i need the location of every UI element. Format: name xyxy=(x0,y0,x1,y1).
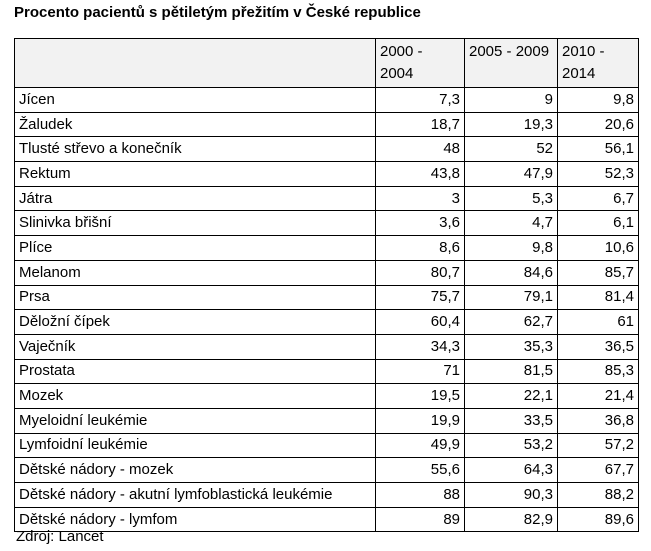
value-cell: 62,7 xyxy=(465,310,558,335)
table-row xyxy=(15,137,639,162)
column-header: 2005 - 2009 xyxy=(465,39,558,88)
value-cell: 36,8 xyxy=(558,408,639,433)
column-header: 2000 - 2004 xyxy=(376,39,465,88)
value-cell: 18,7 xyxy=(376,112,465,137)
table-row xyxy=(15,408,639,433)
row-label: Prostata xyxy=(15,359,376,384)
row-label: Rektum xyxy=(15,162,376,187)
value-cell: 71 xyxy=(376,359,465,384)
column-header: 2010 - 2014 xyxy=(558,39,639,88)
value-cell: 89 xyxy=(376,507,465,532)
value-cell: 89,6 xyxy=(558,507,639,532)
header-cell-empty xyxy=(15,39,376,88)
table-row xyxy=(15,483,639,508)
row-label: Jícen xyxy=(15,88,376,113)
value-cell: 75,7 xyxy=(376,285,465,310)
table-row xyxy=(15,112,639,137)
table-row xyxy=(15,285,639,310)
table-header-row xyxy=(15,39,639,88)
value-cell: 48 xyxy=(376,137,465,162)
value-cell: 10,6 xyxy=(558,236,639,261)
row-label: Prsa xyxy=(15,285,376,310)
value-cell: 56,1 xyxy=(558,137,639,162)
value-cell: 88,2 xyxy=(558,483,639,508)
value-cell: 19,3 xyxy=(465,112,558,137)
row-label: Tlusté střevo a konečník xyxy=(15,137,376,162)
value-cell: 57,2 xyxy=(558,433,639,458)
row-label: Slinivka břišní xyxy=(15,211,376,236)
row-label: Vaječník xyxy=(15,334,376,359)
value-cell: 55,6 xyxy=(376,458,465,483)
value-cell: 84,6 xyxy=(465,260,558,285)
value-cell: 3 xyxy=(376,186,465,211)
value-cell: 85,3 xyxy=(558,359,639,384)
value-cell: 53,2 xyxy=(465,433,558,458)
value-cell: 81,5 xyxy=(465,359,558,384)
value-cell: 43,8 xyxy=(376,162,465,187)
value-cell: 35,3 xyxy=(465,334,558,359)
value-cell: 34,3 xyxy=(376,334,465,359)
table-row xyxy=(15,310,639,335)
row-label: Lymfoidní leukémie xyxy=(15,433,376,458)
row-label: Dětské nádory - lymfom xyxy=(15,507,376,532)
value-cell: 6,1 xyxy=(558,211,639,236)
table-row xyxy=(15,260,639,285)
value-cell: 8,6 xyxy=(376,236,465,261)
row-label: Dětské nádory - akutní lymfoblastická leukémie xyxy=(15,483,376,508)
value-cell: 9,8 xyxy=(465,236,558,261)
table-row xyxy=(15,186,639,211)
value-cell: 9,8 xyxy=(558,88,639,113)
value-cell: 64,3 xyxy=(465,458,558,483)
value-cell: 60,4 xyxy=(376,310,465,335)
value-cell: 82,9 xyxy=(465,507,558,532)
value-cell: 20,6 xyxy=(558,112,639,137)
table-row xyxy=(15,334,639,359)
value-cell: 49,9 xyxy=(376,433,465,458)
survival-table xyxy=(14,38,639,532)
table-row xyxy=(15,162,639,187)
value-cell: 21,4 xyxy=(558,384,639,409)
value-cell: 7,3 xyxy=(376,88,465,113)
row-label: Plíce xyxy=(15,236,376,261)
table-row xyxy=(15,236,639,261)
table-row xyxy=(15,211,639,236)
row-label: Melanom xyxy=(15,260,376,285)
value-cell: 33,5 xyxy=(465,408,558,433)
value-cell: 19,5 xyxy=(376,384,465,409)
value-cell: 88 xyxy=(376,483,465,508)
table-row xyxy=(15,458,639,483)
row-label: Dětské nádory - mozek xyxy=(15,458,376,483)
value-cell: 3,6 xyxy=(376,211,465,236)
table-row xyxy=(15,359,639,384)
value-cell: 9 xyxy=(465,88,558,113)
table-row xyxy=(15,88,639,113)
value-cell: 81,4 xyxy=(558,285,639,310)
table-row xyxy=(15,433,639,458)
table-row xyxy=(15,384,639,409)
row-label: Játra xyxy=(15,186,376,211)
row-label: Děložní čípek xyxy=(15,310,376,335)
row-label: Žaludek xyxy=(15,112,376,137)
value-cell: 6,7 xyxy=(558,186,639,211)
row-label: Mozek xyxy=(15,384,376,409)
row-label: Myeloidní leukémie xyxy=(15,408,376,433)
value-cell: 80,7 xyxy=(376,260,465,285)
value-cell: 36,5 xyxy=(558,334,639,359)
value-cell: 52 xyxy=(465,137,558,162)
value-cell: 85,7 xyxy=(558,260,639,285)
value-cell: 47,9 xyxy=(465,162,558,187)
value-cell: 5,3 xyxy=(465,186,558,211)
value-cell: 19,9 xyxy=(376,408,465,433)
table-row xyxy=(15,507,639,532)
value-cell: 22,1 xyxy=(465,384,558,409)
table-title: Procento pacientů s pětiletým přežitím v České republice xyxy=(14,4,421,21)
value-cell: 67,7 xyxy=(558,458,639,483)
value-cell: 90,3 xyxy=(465,483,558,508)
value-cell: 61 xyxy=(558,310,639,335)
value-cell: 79,1 xyxy=(465,285,558,310)
source-note: Zdroj: Lancet xyxy=(16,528,104,545)
value-cell: 4,7 xyxy=(465,211,558,236)
value-cell: 52,3 xyxy=(558,162,639,187)
